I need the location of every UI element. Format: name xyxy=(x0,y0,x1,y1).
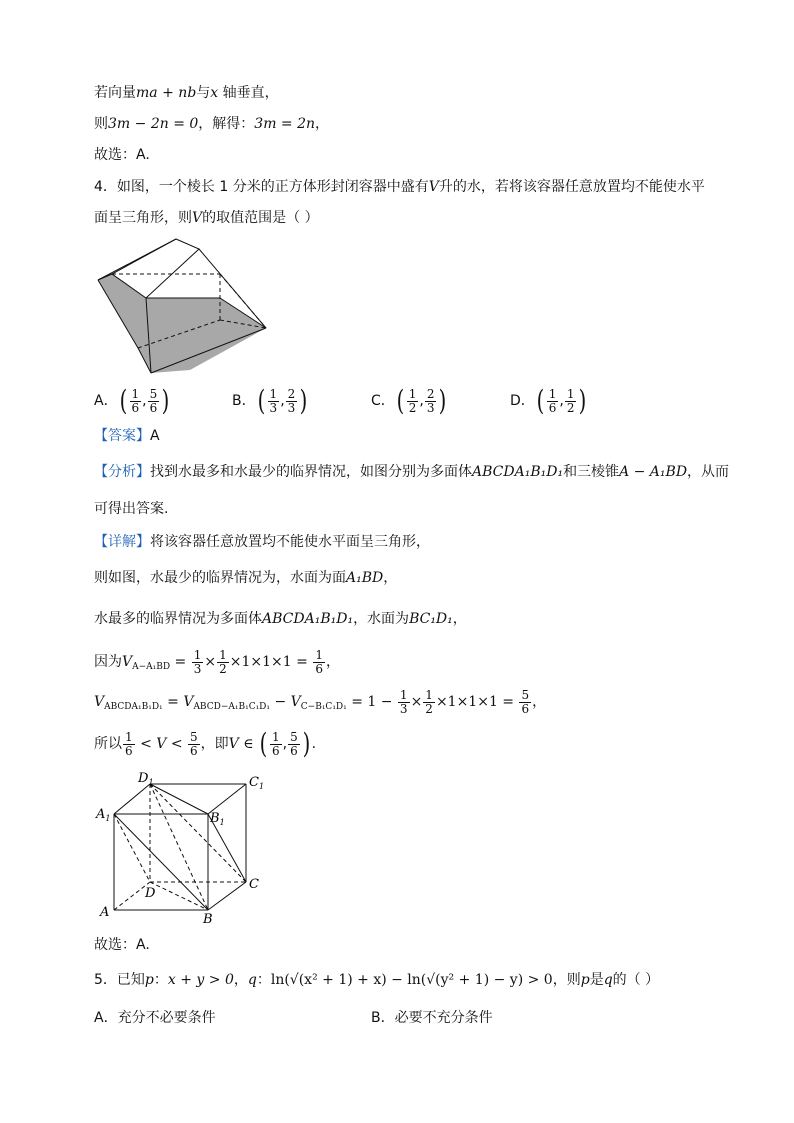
detail-line-5: $V_{ABCDA_1B_1D_1} = V_{ABCD-A_1B_1C_1D_1} - V_{C-B_1C_1D_1} = 1$ − $\frac{1}{3}$ × $\frac{1}{2}$ ×1×1×1 = $\frac{5}{6}$ ， xyxy=(94,687,547,716)
question-4-line-1 xyxy=(94,177,705,197)
question-4-line-2 xyxy=(94,208,319,228)
label-A: A xyxy=(100,905,110,920)
text: ， xyxy=(315,116,330,132)
cube-figure xyxy=(94,766,274,928)
detail-line-6: 所以 $\frac{1}{6}$ < V < $\frac{5}{6}$ ，即V ∈ ( $\frac{1}{6}$ , $\frac{5}{6}$ ) . xyxy=(94,727,317,760)
math-equation: 3m − 2n = 0 xyxy=(108,116,199,132)
question-5-line: 5．已知p：x + y > 0，q：ln(√(x² + 1) + x) − ln(√(y² + 1) − y) > 0，则p是q的（ ） xyxy=(94,972,660,988)
text: 与 xyxy=(196,85,211,101)
choice-c[interactable]: C．( $\frac{1}{2}$ , $\frac{2}{3}$ ) xyxy=(371,384,447,417)
tilted-cube-figure xyxy=(94,236,274,376)
math-x: x xyxy=(210,85,219,101)
math-equation: 3m = 2n xyxy=(254,116,316,132)
label-B1: $B_1$ xyxy=(210,811,225,827)
analysis-line-2: 可得出答案. xyxy=(94,501,169,517)
detail-line-4: 因为$V_{A-A_1BD}$ = $\frac{1}{3}$ × $\frac{1}{2}$ ×1×1×1 = $\frac{1}{6}$ ， xyxy=(94,647,340,676)
text: 的取值范围是（ ） xyxy=(202,210,319,226)
text: 则 xyxy=(94,116,108,132)
text: 轴垂直， xyxy=(218,85,279,101)
analysis-tag: 【分析】 xyxy=(94,464,150,480)
math-m: m xyxy=(136,85,150,101)
text: 4．如图，一个棱长 1 分米的正方体形封闭容器中盛有 xyxy=(94,179,429,195)
text-line-answer-prev: 故选：A. xyxy=(94,147,150,163)
label-C1: $C_1$ xyxy=(249,775,265,791)
answer-line xyxy=(94,426,160,446)
math-a: a xyxy=(149,85,158,101)
text: 面呈三角形，则 xyxy=(94,210,192,226)
text-line-vector xyxy=(94,83,279,103)
text: ，解得： xyxy=(198,116,255,132)
label-D: D xyxy=(145,886,156,901)
q5-choice-a[interactable]: A．充分不必要条件 xyxy=(94,1010,216,1026)
label-D1: $D_1$ xyxy=(138,771,154,787)
detail-line-3: 水最多的临界情况为多面体ABCDA₁B₁D₁，水面为BC₁D₁， xyxy=(94,611,467,627)
text-line-solve xyxy=(94,114,329,134)
detail-line-2: 则如图，水最少的临界情况为，水面为面A₁BD， xyxy=(94,570,398,586)
detail-tag: 【详解】 xyxy=(94,534,150,550)
choice-a[interactable]: A．( $\frac{1}{6}$ , $\frac{5}{6}$ ) xyxy=(94,384,170,417)
text: 升的水，若将该容器任意放置均不能使水平 xyxy=(438,179,705,195)
answer-tag: 【答案】 xyxy=(94,428,150,444)
q5-choice-b[interactable]: B．必要不充分条件 xyxy=(371,1010,493,1026)
label-C: C xyxy=(249,877,259,892)
math-plus: + xyxy=(157,85,179,101)
analysis-line-1: 【分析】找到水最多和水最少的临界情况，如图分别为多面体ABCDA₁B₁D₁和三棱锥A − A₁BD，从而 xyxy=(94,464,730,480)
math-V: V xyxy=(428,179,439,195)
label-B: B xyxy=(203,912,213,927)
label-A1: $A_1$ xyxy=(96,807,111,823)
text: 若向量 xyxy=(94,85,136,101)
math-V: V xyxy=(192,210,203,226)
detail-line-1: 【详解】将该容器任意放置均不能使水平面呈三角形， xyxy=(94,534,430,550)
math-b: b xyxy=(187,85,197,101)
choice-d[interactable]: D．( $\frac{1}{6}$ , $\frac{1}{2}$ ) xyxy=(510,384,587,417)
choice-b[interactable]: B．( $\frac{1}{3}$ , $\frac{2}{3}$ ) xyxy=(232,384,308,417)
final-answer-line: 故选：A. xyxy=(94,937,150,953)
answer-value: A xyxy=(150,428,160,444)
math-n: n xyxy=(178,85,188,101)
